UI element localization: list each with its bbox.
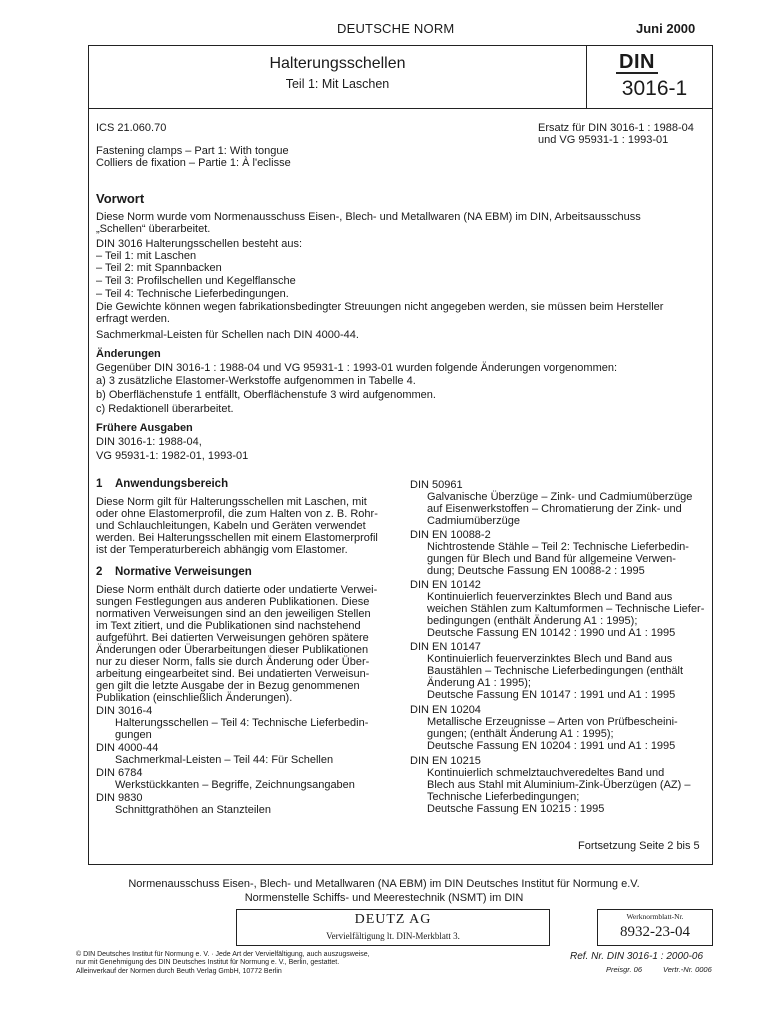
- vorwort-line: DIN 3016 Halterungsschellen besteht aus:: [96, 238, 303, 250]
- din-logo: DIN: [616, 52, 658, 74]
- ref-desc: Metallische Erzeugnisse – Arten von Prüfbescheini-: [427, 716, 678, 728]
- ref-desc: Kontinuierlich schmelztauchveredeltes Band und: [427, 767, 665, 779]
- ref-desc: bedingungen (enthält Änderung A1 : 1995);: [427, 615, 638, 627]
- replaces-line-2: und VG 95931-1 : 1993-01: [538, 134, 669, 146]
- aenderungen-line: b) Oberflächenstufe 1 entfällt, Oberflächenstufe 3 wird aufgenommen.: [96, 389, 436, 401]
- section-1-line: oder ohne Elastomerprofil, die zum Halten von z. B. Rohr-: [96, 508, 378, 520]
- ref-desc: Deutsche Fassung EN 10142 : 1990 und A1 : 1995: [427, 627, 676, 639]
- ref-desc: Änderung A1 : 1995);: [427, 677, 531, 689]
- company-name: DEUTZ AG: [354, 912, 432, 927]
- committee-line-2: Normenstelle Schiffs- und Meerestechnik (NSMT) im DIN: [244, 892, 524, 904]
- section-2-line: Publikation (einschließlich Änderungen).: [96, 692, 293, 704]
- document-title: Halterungsschellen: [269, 55, 406, 72]
- ref-desc: Deutsche Fassung EN 10147 : 1991 und A1 : 1995: [427, 689, 676, 701]
- section-1-line: Diese Norm gilt für Halterungsschellen mit Laschen, mit: [96, 496, 367, 508]
- ref-desc: dung; Deutsche Fassung EN 10088-2 : 1995: [427, 565, 645, 577]
- section-2-number: 2: [96, 566, 103, 578]
- copyright-line-1: © DIN Deutsches Institut für Normung e. V. · Jede Art der Vervielfältigung, auch auszugsweise,: [76, 951, 370, 958]
- ref-desc: Baustählen – Technische Lieferbedingungen (enthält: [427, 665, 684, 677]
- ref-code: DIN 6784: [96, 767, 143, 779]
- vorwort-line: erfragt werden.: [96, 313, 170, 325]
- ref-desc: Sachmerkmal-Leisten – Teil 44: Für Schellen: [115, 754, 334, 766]
- vorwort-heading: Vorwort: [96, 191, 145, 206]
- ref-desc: Technische Lieferbedingungen;: [427, 791, 580, 803]
- vorwort-line: – Teil 3: Profilschellen und Kegelflansche: [96, 275, 296, 287]
- ref-desc: Deutsche Fassung EN 10204 : 1991 und A1 : 1995: [427, 740, 676, 752]
- werknorm-number: 8932-23-04: [620, 924, 690, 940]
- din-number: 3016-1: [621, 77, 688, 100]
- ref-code: DIN EN 10088-2: [410, 529, 491, 541]
- section-1-title: Anwendungsbereich: [115, 478, 229, 490]
- ref-code: DIN 50961: [410, 479, 463, 491]
- section-1-number: 1: [96, 478, 103, 490]
- ref-desc: Kontinuierlich feuerverzinktes Blech und Band aus: [427, 653, 673, 665]
- ref-desc: Werkstückkanten – Begriffe, Zeichnungsangaben: [115, 779, 355, 791]
- section-2-line: arbeitung eingearbeitet sind. Bei undatierten Verweisun-: [96, 668, 370, 680]
- ref-code: DIN EN 10215: [410, 755, 481, 767]
- title-french: Colliers de fixation – Partie 1: À l'eclisse: [96, 157, 291, 169]
- ref-code: DIN 4000-44: [96, 742, 159, 754]
- document-subtitle: Teil 1: Mit Laschen: [285, 77, 390, 91]
- copyright-line-3: Alleinverkauf der Normen durch Beuth Verlag GmbH, 10772 Berlin: [76, 968, 282, 975]
- section-1-line: ist der Temperaturbereich abhängig vom Elastomer.: [96, 544, 348, 556]
- vorwort-line: Sachmerkmal-Leisten für Schellen nach DIN 4000-44.: [96, 329, 359, 341]
- fruehere-line: DIN 3016-1: 1988-04,: [96, 436, 202, 448]
- copy-note: Vervielfältigung lt. DIN-Merkblatt 3.: [326, 931, 460, 941]
- ref-code: DIN EN 10142: [410, 579, 481, 591]
- copyright-line-2: nur mit Genehmigung des DIN Deutsches Institut für Normung e. V., Berlin, gestattet.: [76, 959, 340, 966]
- vorwort-line: Die Gewichte können wegen fabrikationsbedingter Streuungen nicht angegeben werden, sie müssen beim Hersteller: [96, 301, 664, 313]
- section-1-line: werden. Bei Halterungsschellen mit einem Elastomerprofil: [96, 532, 378, 544]
- ref-desc: gungen: [115, 729, 152, 741]
- ref-desc: Deutsche Fassung EN 10215 : 1995: [427, 803, 605, 815]
- section-1-line: und Schlauchleitungen, Kabeln und Geräten verwendet: [96, 520, 366, 532]
- aenderungen-line: a) 3 zusätzliche Elastomer-Werkstoffe aufgenommen in Tabelle 4.: [96, 375, 416, 387]
- ref-desc: Kontinuierlich feuerverzinktes Blech und Band aus: [427, 591, 673, 603]
- section-2-line: sungen Festlegungen aus anderen Publikationen. Diese: [96, 596, 370, 608]
- vorwort-line: Diese Norm wurde vom Normenausschuss Eisen-, Blech- und Metallwaren (NA EBM) im DIN, Arbeitsausschuss: [96, 211, 641, 223]
- ref-desc: gungen für Blech und Band für allgemeine Verwen-: [427, 553, 676, 565]
- ref-code: DIN EN 10147: [410, 641, 481, 653]
- section-2-line: normativen Verweisungen sind an den jeweiligen Stellen: [96, 608, 371, 620]
- section-2-line: aufgeführt. Bei datierten Verweisungen gehören spätere: [96, 632, 369, 644]
- ref-desc: Halterungsschellen – Teil 4: Technische Lieferbedin-: [115, 717, 369, 729]
- ref-desc: Nichtrostende Stähle – Teil 2: Technische Lieferbedin-: [427, 541, 689, 553]
- norm-label: DEUTSCHE NORM: [337, 21, 455, 36]
- preis-group: Preisgr. 06: [606, 965, 642, 974]
- fruehere-heading: Frühere Ausgaben: [96, 422, 193, 434]
- section-2-line: Änderungen oder Überarbeitungen dieser Publikationen: [96, 644, 369, 656]
- aenderungen-line: Gegenüber DIN 3016-1 : 1988-04 und VG 95931-1 : 1993-01 wurden folgende Änderungen vorgenommen:: [96, 362, 618, 374]
- section-2-title: Normative Verweisungen: [115, 566, 252, 578]
- ref-code: DIN EN 10204: [410, 704, 481, 716]
- ref-desc: Cadmiumüberzüge: [427, 515, 520, 527]
- section-2-line: Diese Norm enthält durch datierte oder undatierte Verwei-: [96, 584, 378, 596]
- title-box: [88, 45, 713, 109]
- section-2-line: gen gilt die letzte Ausgabe der in Bezug genommenen: [96, 680, 360, 692]
- werknorm-label: Werknormblatt-Nr.: [626, 912, 684, 921]
- ref-desc: Blech aus Stahl mit Aluminium-Zink-Überzügen (AZ) –: [427, 779, 691, 791]
- vorwort-line: – Teil 2: mit Spannbacken: [96, 262, 222, 274]
- title-divider: [586, 46, 587, 108]
- company-stamp: [236, 909, 550, 946]
- replaces-line-1: Ersatz für DIN 3016-1 : 1988-04: [538, 122, 694, 134]
- ics-code: ICS 21.060.70: [96, 122, 167, 134]
- title-english: Fastening clamps – Part 1: With tongue: [96, 145, 289, 157]
- ref-code: DIN 3016-4: [96, 705, 153, 717]
- committee-line-1: Normenausschuss Eisen-, Blech- und Metallwaren (NA EBM) im DIN Deutsches Institut für Normung e.V.: [128, 878, 640, 890]
- ref-desc: auf Eisenwerkstoffen – Chromatierung der Zink- und: [427, 503, 682, 515]
- ref-desc: gungen; (enthält Änderung A1 : 1995);: [427, 728, 614, 740]
- ref-code: DIN 9830: [96, 792, 143, 804]
- ref-desc: Schnittgrathöhen an Stanzteilen: [115, 804, 271, 816]
- vorwort-line: – Teil 4: Technische Lieferbedingungen.: [96, 288, 289, 300]
- aenderungen-heading: Änderungen: [96, 348, 161, 360]
- aenderungen-line: c) Redaktionell überarbeitet.: [96, 403, 234, 415]
- ref-desc: Galvanische Überzüge – Zink- und Cadmiumüberzüge: [427, 491, 693, 503]
- section-2-line: nur zu dieser Norm, falls sie durch Änderung oder Über-: [96, 656, 370, 668]
- werknorm-box: [597, 909, 713, 946]
- vorwort-line: – Teil 1: mit Laschen: [96, 250, 197, 262]
- section-2-line: im Text zitiert, und die Publikationen sind nachstehend: [96, 620, 361, 632]
- section-1-heading: [96, 478, 228, 490]
- fruehere-line: VG 95931-1: 1982-01, 1993-01: [96, 450, 249, 462]
- vorwort-line: „Schellen“ überarbeitet.: [96, 223, 211, 235]
- section-2-heading: [96, 566, 252, 578]
- vertr-number: Vertr.-Nr. 0006: [663, 965, 712, 974]
- ref-number: Ref. Nr. DIN 3016-1 : 2000-06: [570, 951, 704, 962]
- continuation-note: Fortsetzung Seite 2 bis 5: [578, 840, 700, 852]
- ref-desc: weichen Stählen zum Kaltumformen – Technische Liefer-: [427, 603, 705, 615]
- issue-date: Juni 2000: [636, 21, 696, 36]
